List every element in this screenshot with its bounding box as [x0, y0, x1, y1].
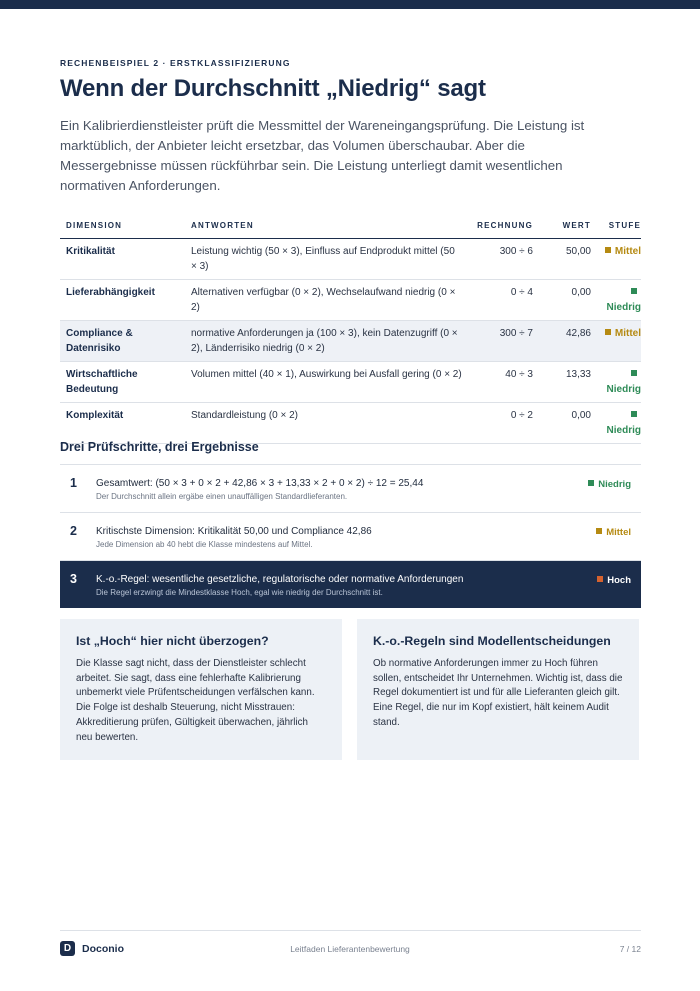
step-subtext: Der Durchschnitt allein ergäbe einen unauffälligen Standardlieferanten. [96, 492, 348, 501]
row-stufe-label: Niedrig [606, 424, 641, 436]
step-level-label: Mittel [606, 527, 631, 538]
step-number: 3 [70, 572, 77, 586]
row-stufe [591, 238, 641, 279]
row-antworten: Leistung wichtig (50 × 3), Einfluss auf Endprodukt mittel (50 × 3) [185, 238, 463, 279]
row-stufe-label: Mittel [614, 327, 641, 339]
row-dimension: Lieferabhängigkeit [60, 279, 185, 320]
logo-mark-icon: D [60, 941, 75, 956]
info-card [60, 619, 342, 760]
row-stufe-label: Mittel [614, 245, 641, 257]
header-antworten: ANTWORTEN [185, 214, 463, 238]
card-body: Ob normative Anforderungen immer zu Hoch führen sollen, entscheidet Ihr Unternehmen. Wichtig ist, dass die Regel dokumentiert ist und für alle Lieferanten gleich gilt. Eine Regel, die nur im Kopf existiert, hält keinem Audit stand. [373, 658, 623, 728]
table-header-row [60, 214, 641, 238]
table-row-highlighted [60, 320, 641, 361]
row-stufe [591, 320, 641, 361]
footer-document-title: Leitfaden Lieferantenbewertung [290, 944, 410, 954]
level-square-icon [605, 247, 611, 253]
checks-list [60, 464, 641, 608]
level-square-icon [596, 528, 602, 534]
step-level-label: Hoch [607, 575, 631, 586]
footer-divider [60, 930, 641, 931]
row-rechnung: 300 ÷ 7 [463, 320, 533, 361]
step-text: K.-o.-Regel: wesentliche gesetzliche, regulatorische oder normative Anforderungen [96, 574, 464, 585]
row-wert: 0,00 [533, 279, 591, 320]
row-antworten: Standardleistung (0 × 2) [185, 402, 463, 443]
page-number: 7 / 12 [619, 944, 641, 954]
level-square-icon [588, 480, 594, 486]
row-antworten: normative Anforderungen ja (100 × 3), kein Datenzugriff (0 × 2), Länderrisiko niedrig (0 × 2) [185, 320, 463, 361]
eyebrow-label: RECHENBEISPIEL 2 · ERSTKLASSIFIZIERUNG [60, 58, 291, 68]
header-rechnung: RECHNUNG [463, 214, 533, 238]
table-row [60, 402, 641, 443]
page-title: Wenn der Durchschnitt „Niedrig“ sagt [60, 75, 486, 102]
step-subtext: Jede Dimension ab 40 hebt die Klasse mindestens auf Mittel. [96, 540, 313, 549]
step-level [597, 575, 631, 586]
card-body: Die Klasse sagt nicht, dass der Dienstleister schlecht arbeitet. Sie sagt, dass eine fehlerhafte Kalibrierung unbemerkt viele Prüfentscheidungen verfälschen kann. Die Folge ist deshalb Steuerung, nicht Misstrauen: Akkreditierung prüfen, Gültigkeit überwachen, jährlich neu bewerten. [76, 658, 315, 743]
row-stufe [591, 361, 641, 402]
row-wert: 42,86 [533, 320, 591, 361]
row-dimension: Kritikalität [60, 238, 185, 279]
row-antworten: Alternativen verfügbar (0 × 2), Wechselaufwand niedrig (0 × 2) [185, 279, 463, 320]
row-wert: 0,00 [533, 402, 591, 443]
row-antworten: Volumen mittel (40 × 1), Auswirkung bei Ausfall gering (0 × 2) [185, 361, 463, 402]
row-wert: 13,33 [533, 361, 591, 402]
brand-name: Doconio [82, 942, 124, 955]
step-subtext: Die Regel erzwingt die Mindestklasse Hoch, egal wie niedrig der Durchschnitt ist. [96, 588, 383, 597]
row-wert: 50,00 [533, 238, 591, 279]
top-accent-bar [0, 0, 700, 9]
card-title: K.-o.-Regeln sind Modellentscheidungen [373, 634, 611, 648]
row-rechnung: 300 ÷ 6 [463, 238, 533, 279]
row-rechnung: 0 ÷ 2 [463, 402, 533, 443]
row-stufe [591, 402, 641, 443]
info-card [357, 619, 639, 760]
level-square-icon [631, 411, 637, 417]
header-wert: WERT [533, 214, 591, 238]
step-number: 2 [70, 524, 77, 538]
row-stufe [591, 279, 641, 320]
step-level [596, 527, 631, 538]
level-square-icon [597, 576, 603, 582]
card-title: Ist „Hoch“ hier nicht überzogen? [76, 634, 269, 648]
row-stufe-label: Niedrig [606, 383, 641, 395]
row-stufe-label: Niedrig [606, 301, 641, 313]
row-dimension: Compliance & Datenrisiko [60, 320, 185, 361]
check-step-highlighted [60, 561, 641, 608]
intro-paragraph: Ein Kalibrierdienstleister prüft die Messmittel der Wareneingangsprüfung. Die Leistung ist marktüblich, der Anbieter leicht ersetzbar, das Volumen überschaubar. Aber die Messergebnisse müssen rückführbar sein. Die Leistung unterliegt damit wesentlichen normativen Anforderungen. [60, 118, 585, 193]
header-dimension: DIMENSION [60, 214, 185, 238]
row-dimension: Wirtschaftliche Bedeutung [60, 361, 185, 402]
level-square-icon [631, 370, 637, 376]
step-text: Kritischste Dimension: Kritikalität 50,00 und Compliance 42,86 [96, 526, 372, 537]
row-dimension: Komplexität [60, 402, 185, 443]
level-square-icon [605, 329, 611, 335]
check-step [60, 465, 641, 513]
step-text: Gesamtwert: (50 × 3 + 0 × 2 + 42,86 × 3 + 13,33 × 2 + 0 × 2) ÷ 12 = 25,44 [96, 478, 424, 489]
table-row [60, 238, 641, 279]
step-level [588, 479, 631, 490]
header-stufe: STUFE [591, 214, 641, 238]
table-row [60, 279, 641, 320]
dimension-table [60, 214, 641, 444]
level-square-icon [631, 288, 637, 294]
table-row [60, 361, 641, 402]
step-number: 1 [70, 476, 77, 490]
checks-heading: Drei Prüfschritte, drei Ergebnisse [60, 440, 259, 454]
row-rechnung: 40 ÷ 3 [463, 361, 533, 402]
row-rechnung: 0 ÷ 4 [463, 279, 533, 320]
check-step [60, 513, 641, 561]
step-level-label: Niedrig [598, 479, 631, 490]
